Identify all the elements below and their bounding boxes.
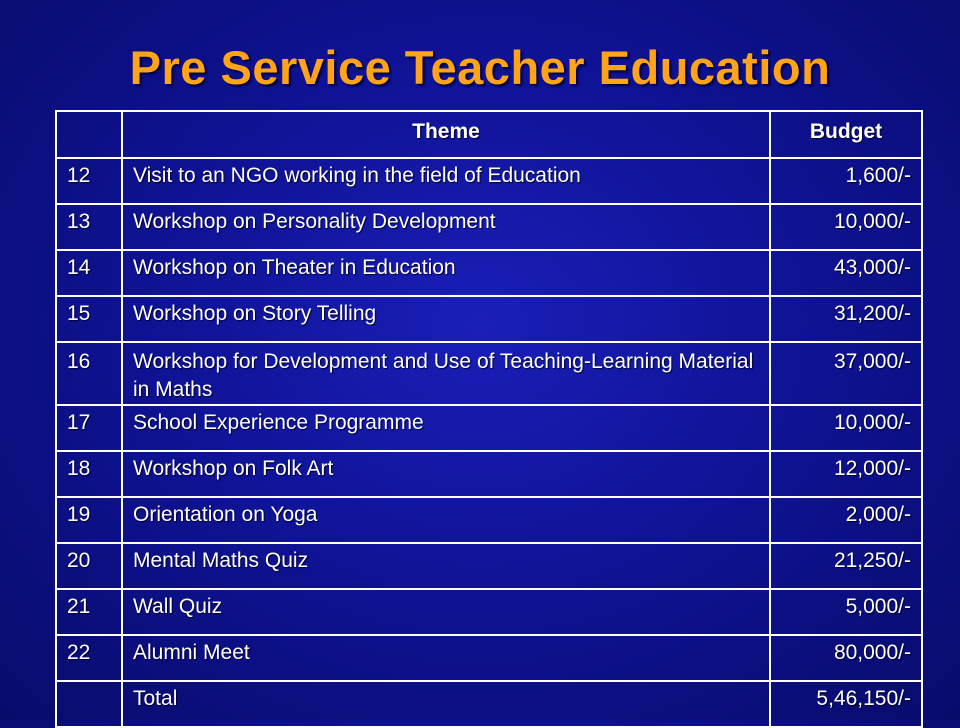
row-theme: Orientation on Yoga — [122, 497, 770, 543]
row-theme: Alumni Meet — [122, 635, 770, 681]
row-number: 18 — [56, 451, 122, 497]
table-row — [56, 405, 922, 451]
row-theme: Workshop on Folk Art — [122, 451, 770, 497]
row-budget: 1,600/- — [770, 158, 922, 204]
row-budget: 10,000/- — [770, 204, 922, 250]
row-theme: School Experience Programme — [122, 405, 770, 451]
slide-title: Pre Service Teacher Education — [129, 41, 831, 94]
table-row — [56, 497, 922, 543]
table-row — [56, 451, 922, 497]
row-number: 20 — [56, 543, 122, 589]
row-budget: 37,000/- — [770, 342, 922, 405]
row-theme: Workshop on Story Telling — [122, 296, 770, 342]
row-theme: Workshop on Personality Development — [122, 204, 770, 250]
table-row — [56, 158, 922, 204]
table-header-row — [56, 111, 922, 158]
row-budget: 21,250/- — [770, 543, 922, 589]
table-row — [56, 342, 922, 405]
budget-table — [55, 110, 923, 728]
row-budget: 31,200/- — [770, 296, 922, 342]
header-theme: Theme — [122, 111, 770, 158]
table-row — [56, 296, 922, 342]
table-row — [56, 635, 922, 681]
row-theme: Workshop on Theater in Education — [122, 250, 770, 296]
row-budget: 5,000/- — [770, 589, 922, 635]
row-theme: Wall Quiz — [122, 589, 770, 635]
row-budget: 12,000/- — [770, 451, 922, 497]
row-theme: Workshop for Development and Use of Teaching-Learning Material in Maths — [122, 342, 770, 405]
table-row — [56, 589, 922, 635]
total-number — [56, 681, 122, 727]
total-label: Total — [122, 681, 770, 727]
table-row — [56, 250, 922, 296]
row-budget: 80,000/- — [770, 635, 922, 681]
row-budget: 2,000/- — [770, 497, 922, 543]
row-number: 22 — [56, 635, 122, 681]
table-row — [56, 204, 922, 250]
row-number: 12 — [56, 158, 122, 204]
row-number: 16 — [56, 342, 122, 405]
total-row — [56, 681, 922, 727]
total-budget: 5,46,150/- — [770, 681, 922, 727]
row-number: 21 — [56, 589, 122, 635]
table-row — [56, 543, 922, 589]
row-theme: Visit to an NGO working in the field of Education — [122, 158, 770, 204]
row-number: 17 — [56, 405, 122, 451]
row-theme: Mental Maths Quiz — [122, 543, 770, 589]
header-budget: Budget — [770, 111, 922, 158]
row-number: 15 — [56, 296, 122, 342]
row-budget: 43,000/- — [770, 250, 922, 296]
header-number — [56, 111, 122, 158]
row-budget: 10,000/- — [770, 405, 922, 451]
row-number: 14 — [56, 250, 122, 296]
row-number: 13 — [56, 204, 122, 250]
row-number: 19 — [56, 497, 122, 543]
